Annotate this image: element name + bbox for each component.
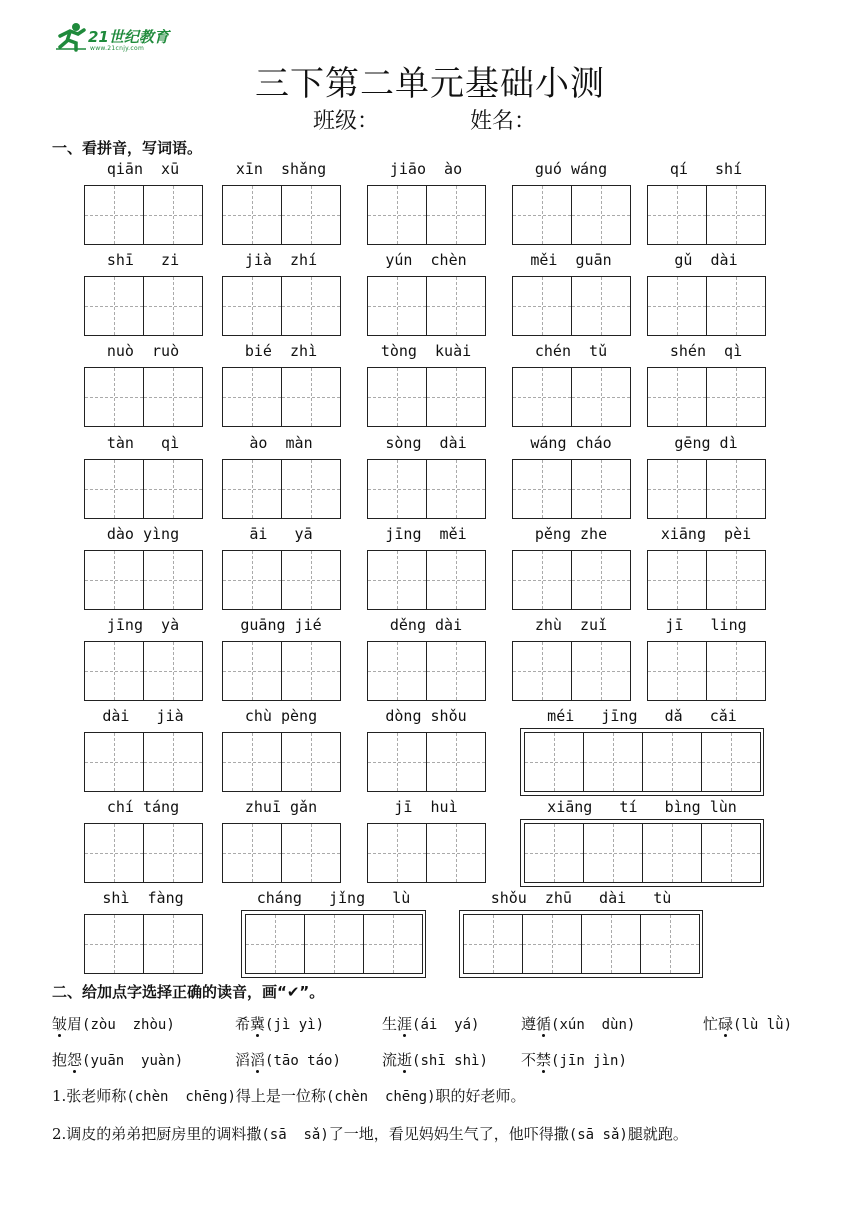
writing-box-group [524,732,760,792]
dotted-char: 涯 [397,1015,413,1033]
tianzige-writing-box[interactable] [647,550,707,610]
pinyin-options[interactable]: (zòu zhòu) [82,1017,175,1033]
tianzige-writing-box[interactable] [367,823,427,883]
pinyin-options[interactable]: (jì yì) [265,1017,325,1033]
pronunciation-item [521,1049,627,1070]
writing-box-group [84,823,202,883]
tianzige-writing-box[interactable] [524,732,584,792]
pinyin-label: yún chèn [385,251,467,269]
pinyin-label: tàn qì [106,434,180,452]
word-char: 忙 [703,1015,719,1033]
sentence-text: 了一地，看见妈妈生气了，他吓得 [328,1125,554,1143]
tianzige-writing-box[interactable] [222,367,282,427]
word-char: 生 [382,1015,398,1033]
tianzige-writing-box[interactable] [426,823,486,883]
tianzige-writing-box[interactable] [281,276,341,336]
tianzige-writing-box[interactable] [571,185,631,245]
tianzige-writing-box[interactable] [143,823,203,883]
writing-box-group [84,367,202,427]
word-char: 不 [521,1051,537,1069]
writing-box-group [222,550,340,610]
writing-box-group [647,550,765,610]
pronunciation-sentence [52,1123,688,1144]
pinyin-label: chí táng [106,798,180,816]
tianzige-writing-box[interactable] [222,276,282,336]
pinyin-label: tòng kuài [380,342,472,360]
pinyin-options[interactable]: (yuān yuàn) [82,1053,184,1069]
sentence-text: 腿就跑。 [627,1125,688,1143]
writing-box-group [463,914,699,974]
dotted-char: 禁 [536,1051,552,1069]
writing-box-group [245,914,422,974]
tianzige-writing-box[interactable] [642,732,702,792]
pronunciation-item [521,1013,635,1034]
pinyin-label: pěng zhe [534,525,608,543]
tianzige-writing-box[interactable] [363,914,423,974]
dotted-char: 撒 [553,1125,569,1143]
pinyin-options[interactable]: (chèn chēng) [325,1089,436,1105]
pinyin-options[interactable]: (shī shì) [412,1053,488,1069]
writing-box-group [512,459,630,519]
tianzige-writing-box[interactable] [84,185,144,245]
tianzige-writing-box[interactable] [642,823,702,883]
sentence-text: 2.调皮的弟弟把厨房里的调料 [52,1125,247,1143]
dotted-char: 循 [536,1015,552,1033]
tianzige-writing-box[interactable] [143,185,203,245]
tianzige-writing-box[interactable] [463,914,523,974]
pinyin-options[interactable]: (xún dùn) [551,1017,636,1033]
writing-box-group [647,459,765,519]
writing-box-group [84,459,202,519]
pinyin-options[interactable]: (sā sǎ) [261,1127,329,1143]
tianzige-writing-box[interactable] [367,185,427,245]
pinyin-label: gēng dì [674,434,738,452]
tianzige-writing-box[interactable] [571,276,631,336]
writing-box-group [222,732,340,792]
tianzige-writing-box[interactable] [281,367,341,427]
pinyin-label: qí shí [669,160,743,178]
tianzige-writing-box[interactable] [367,367,427,427]
word-char: 希 [235,1015,251,1033]
sentence-text: 1.张老师 [52,1087,112,1105]
name-label: 姓名： [470,109,537,134]
tianzige-writing-box[interactable] [647,367,707,427]
tianzige-writing-box[interactable] [281,459,341,519]
tianzige-writing-box[interactable] [245,914,305,974]
writing-box-group [647,641,765,701]
writing-box-group [647,185,765,245]
dotted-char: 撒 [246,1125,262,1143]
tianzige-writing-box[interactable] [143,276,203,336]
tianzige-writing-box[interactable] [84,367,144,427]
pinyin-label: cháng jǐng lù [256,889,411,907]
writing-box-group [512,276,630,336]
tianzige-writing-box[interactable] [706,185,766,245]
tianzige-writing-box[interactable] [84,641,144,701]
tianzige-writing-box[interactable] [524,823,584,883]
pronunciation-sentence [52,1085,526,1106]
tianzige-writing-box[interactable] [571,550,631,610]
sentence-text: 职的好老师。 [435,1087,526,1105]
tianzige-writing-box[interactable] [143,550,203,610]
pinyin-label: shǒu zhū dài tù [490,889,672,907]
writing-box-group [84,550,202,610]
pinyin-label: xīn shǎng [235,160,327,178]
tianzige-writing-box[interactable] [426,550,486,610]
writing-box-group [222,823,340,883]
pinyin-label: guó wáng [534,160,608,178]
tianzige-writing-box[interactable] [143,641,203,701]
pinyin-label: jīng měi [385,525,467,543]
tianzige-writing-box[interactable] [640,914,700,974]
tianzige-writing-box[interactable] [512,276,572,336]
writing-box-group [512,550,630,610]
tianzige-writing-box[interactable] [426,185,486,245]
pronunciation-item [703,1013,792,1034]
pinyin-options[interactable]: (jīn jìn) [551,1053,627,1069]
tianzige-writing-box[interactable] [426,276,486,336]
writing-box-group [367,367,485,427]
pinyin-label: méi jīng dǎ cǎi [547,707,737,725]
dotted-char: 滔 [250,1051,266,1069]
tianzige-writing-box[interactable] [701,732,761,792]
pinyin-label: ào màn [249,434,313,452]
word-char: 流 [382,1051,398,1069]
tianzige-writing-box[interactable] [512,367,572,427]
writing-box-group [84,185,202,245]
tianzige-writing-box[interactable] [281,641,341,701]
pinyin-label: bié zhì [244,342,318,360]
tianzige-writing-box[interactable] [367,641,427,701]
pronunciation-item [382,1049,488,1070]
tianzige-writing-box[interactable] [143,367,203,427]
pinyin-options[interactable]: (lù lǜ) [733,1017,793,1033]
pinyin-label: měi guān [530,251,612,269]
pinyin-options[interactable]: (ái yá) [412,1017,480,1033]
class-label: 班级： [313,109,380,134]
writing-box-group [512,367,630,427]
tianzige-writing-box[interactable] [367,459,427,519]
tianzige-writing-box[interactable] [143,459,203,519]
dotted-char: 碌 [718,1015,734,1033]
pinyin-label: dòng shǒu [385,707,467,725]
tianzige-writing-box[interactable] [143,914,203,974]
tianzige-writing-box[interactable] [222,550,282,610]
tianzige-writing-box[interactable] [281,185,341,245]
writing-box-group [647,367,765,427]
tianzige-writing-box[interactable] [583,732,643,792]
word-char: 抱 [52,1051,68,1069]
writing-box-group [84,641,202,701]
tianzige-writing-box[interactable] [706,641,766,701]
writing-box-group [222,367,340,427]
writing-box-group [512,185,630,245]
pinyin-label: dào yìng [106,525,180,543]
tianzige-writing-box[interactable] [426,367,486,427]
tianzige-writing-box[interactable] [84,459,144,519]
tianzige-writing-box[interactable] [222,732,282,792]
runner-logo-icon [54,22,88,52]
writing-box-group [84,914,202,974]
writing-box-group [222,641,340,701]
tianzige-writing-box[interactable] [647,459,707,519]
brand-logo [54,22,184,56]
dotted-char: 皱 [52,1015,68,1033]
tianzige-writing-box[interactable] [222,641,282,701]
tianzige-writing-box[interactable] [706,367,766,427]
pronunciation-item [52,1049,183,1070]
pinyin-label: jià zhí [244,251,318,269]
pinyin-label: shī zi [106,251,180,269]
tianzige-writing-box[interactable] [512,185,572,245]
tianzige-writing-box[interactable] [281,732,341,792]
dotted-char: 称 [310,1087,326,1105]
tianzige-writing-box[interactable] [706,276,766,336]
tianzige-writing-box[interactable] [367,276,427,336]
tianzige-writing-box[interactable] [367,732,427,792]
writing-box-group [367,641,485,701]
page-title: 三下第二单元基础小测 [255,64,605,104]
word-char: 遵 [521,1015,537,1033]
pinyin-label: jī huì [394,798,458,816]
pinyin-options[interactable]: (tāo táo) [265,1053,341,1069]
word-char: 滔 [235,1051,251,1069]
tianzige-writing-box[interactable] [84,276,144,336]
tianzige-writing-box[interactable] [706,550,766,610]
tianzige-writing-box[interactable] [571,367,631,427]
logo-brand-text: 21世纪教育 [88,28,169,46]
writing-box-group [524,823,760,883]
pinyin-label: nuò ruò [106,342,180,360]
writing-box-group [367,823,485,883]
writing-box-group [84,732,202,792]
logo-url-text: www.21cnjy.com [90,45,145,52]
tianzige-writing-box[interactable] [84,914,144,974]
tianzige-writing-box[interactable] [84,823,144,883]
tianzige-writing-box[interactable] [304,914,364,974]
dotted-char: 逝 [397,1051,413,1069]
tianzige-writing-box[interactable] [426,732,486,792]
tianzige-writing-box[interactable] [647,641,707,701]
pinyin-label: wáng cháo [530,434,612,452]
tianzige-writing-box[interactable] [143,732,203,792]
writing-box-group [367,185,485,245]
writing-box-group [367,550,485,610]
tianzige-writing-box[interactable] [701,823,761,883]
tianzige-writing-box[interactable] [571,459,631,519]
tianzige-writing-box[interactable] [281,550,341,610]
writing-box-group [222,459,340,519]
word-char: 眉 [67,1015,83,1033]
writing-box-group [222,185,340,245]
pinyin-label: chù pèng [244,707,318,725]
pronunciation-item [382,1013,479,1034]
writing-box-group [367,459,485,519]
pinyin-label: shì fàng [102,889,184,907]
tianzige-writing-box[interactable] [426,641,486,701]
tianzige-writing-box[interactable] [512,641,572,701]
tianzige-writing-box[interactable] [222,185,282,245]
tianzige-writing-box[interactable] [367,550,427,610]
tianzige-writing-box[interactable] [512,550,572,610]
pinyin-options[interactable]: (chèn chēng) [126,1089,236,1105]
dotted-char: 称 [111,1087,127,1105]
tianzige-writing-box[interactable] [84,732,144,792]
pinyin-label: jiāo ào [389,160,463,178]
tianzige-writing-box[interactable] [581,914,641,974]
section2-heading: 二、给加点字选择正确的读音，画“✔”。 [52,983,325,1001]
pronunciation-item [52,1013,175,1034]
writing-box-group [222,276,340,336]
section1-heading: 一、看拼音，写词语。 [52,139,203,157]
tianzige-writing-box[interactable] [571,641,631,701]
dotted-char: 怨 [67,1051,83,1069]
pinyin-label: xiāng tí bìng lùn [547,798,737,816]
tianzige-writing-box[interactable] [583,823,643,883]
pinyin-label: shén qì [669,342,743,360]
writing-box-group [367,732,485,792]
pronunciation-item [235,1013,324,1034]
pinyin-label: chén tǔ [534,342,608,360]
tianzige-writing-box[interactable] [706,459,766,519]
pinyin-options[interactable]: (sā sǎ) [568,1127,628,1143]
tianzige-writing-box[interactable] [647,276,707,336]
tianzige-writing-box[interactable] [222,823,282,883]
tianzige-writing-box[interactable] [84,550,144,610]
pinyin-label: jī ling [665,616,747,634]
pronunciation-item [235,1049,341,1070]
tianzige-writing-box[interactable] [522,914,582,974]
writing-box-group [84,276,202,336]
tianzige-writing-box[interactable] [426,459,486,519]
tianzige-writing-box[interactable] [222,459,282,519]
writing-box-group [367,276,485,336]
pinyin-label: guāng jié [240,616,322,634]
writing-box-group [647,276,765,336]
dotted-char: 冀 [250,1015,266,1033]
pinyin-label: děng dài [389,616,463,634]
tianzige-writing-box[interactable] [512,459,572,519]
pinyin-label: qiān xū [106,160,180,178]
pinyin-label: xiāng pèi [660,525,752,543]
tianzige-writing-box[interactable] [647,185,707,245]
writing-box-group [512,641,630,701]
pinyin-label: zhuī gǎn [244,798,318,816]
pinyin-label: zhù zuǐ [534,616,608,634]
pinyin-label: jīng yà [106,616,180,634]
pinyin-label: sòng dài [385,434,467,452]
pinyin-label: āi yā [249,525,313,543]
pinyin-label: dài jià [102,707,184,725]
pinyin-label: gǔ dài [674,251,738,269]
tianzige-writing-box[interactable] [281,823,341,883]
sentence-text: 得上是一位 [235,1087,311,1105]
